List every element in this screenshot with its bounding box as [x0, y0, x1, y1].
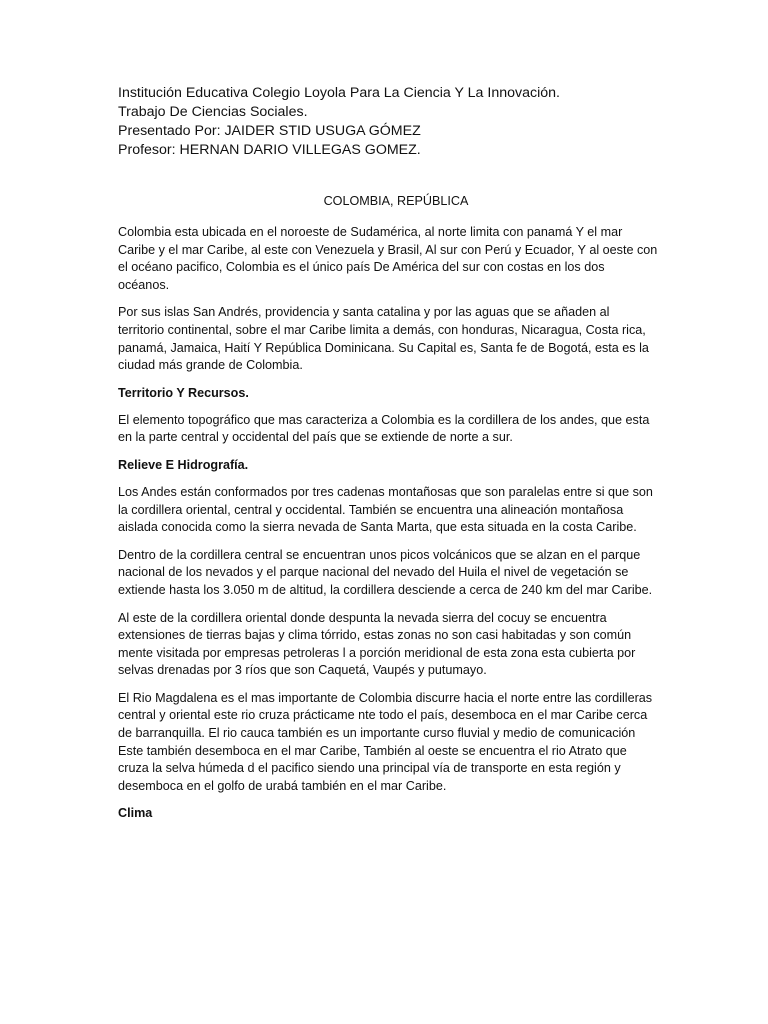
paragraph-islands: Por sus islas San Andrés, providencia y santa catalina y por las aguas que se añaden al territorio continental, sobre el mar Caribe limita a demás, con honduras, Nicaragua, Costa rica, panamá, Jamaica, Haití Y República Dominicana. Su Capital es, Santa fe de Bogotá, esta es la ciudad más grande de Colombia.: [118, 305, 649, 373]
document-header: [118, 84, 658, 160]
paragraph-location: Colombia esta ubicada en el noroeste de Sudamérica, al norte limita con panamá Y el mar Caribe y el mar Caribe, al este con Venezuela y Brasil, Al sur con Perú y Ecuador, Y al oeste con el océano pacifico, Colombia es el único país De América del sur con costas en los dos océanos.: [118, 225, 658, 292]
document-title: COLOMBIA, REPÚBLICA: [323, 194, 469, 208]
paragraph-volcanoes: Dentro de la cordillera central se encuentran unos picos volcánicos que se alzan en el parque nacional de los nevados y el parque nacional del nevado del Huila el nivel de vegetación se extiende hasta los 3.050 m de altitud, la cordillera desciende a cerca de 240 km del mar Caribe.: [118, 547, 653, 597]
heading-climate: Clima: [118, 806, 153, 821]
paragraph-east: Al este de la cordillera oriental donde despunta la nevada sierra del cocuy se encuentra extensiones de tierras bajas y clima tórrido, estas zonas no son casi habitadas y son común mente visitada por empresas petroleras l a porción meridional de esta zona esta cubierta por selvas drenadas por 3 ríos que son Caquetá, Vaupés y putumayo.: [118, 610, 636, 678]
paragraph-andes: Los Andes están conformados por tres cadenas montañosas que son paralelas entre si que son la cordillera oriental, central y occidental. También se encuentra una alineación montañosa aislada conocida como la sierra nevada de Santa Marta, que esta situada en la costa Caribe.: [118, 484, 653, 535]
institution-line: Institución Educativa Colegio Loyola Para La Ciencia Y La Innovación.: [118, 85, 560, 101]
heading-relief: Relieve E Hidrografía.: [118, 457, 249, 472]
presented-by-line: Presentado Por: JAIDER STID USUGA GÓMEZ: [118, 123, 421, 139]
paragraph-rivers: El Rio Magdalena es el mas importante de Colombia discurre hacia el norte entre las cordilleras central y oriental este rio cruza prácticame nte todo el país, desemboca en el mar Caribe cerca de barranquilla. El rio cauca también es un importante curso fluvial y medio de comunicación Este también desemboca en el mar Caribe, También al oeste se encuentra el rio Atrato que cruza la selva húmeda d el pacifico siendo una principal vía de transporte en esta región y desemboca en el golfo de urabá también en el mar Caribe.: [118, 690, 653, 793]
teacher-line: Profesor: HERNAN DARIO VILLEGAS GOMEZ.: [118, 142, 421, 158]
assignment-line: Trabajo De Ciencias Sociales.: [118, 104, 308, 120]
paragraph-territory: El elemento topográfico que mas caracteriza a Colombia es la cordillera de los andes, que esta en la parte central y occidental del país que se extiende de norte a sur.: [118, 412, 650, 445]
heading-territory: Territorio Y Recursos.: [118, 385, 249, 400]
